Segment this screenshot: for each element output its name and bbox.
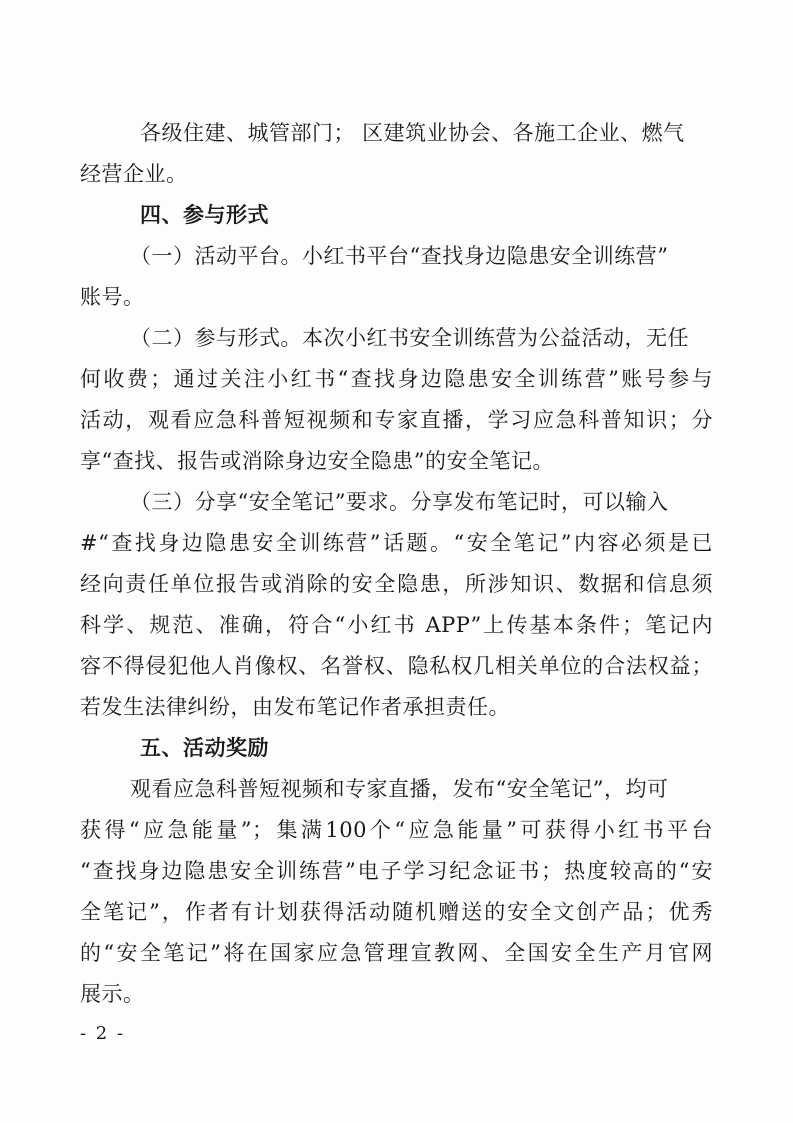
paragraph-line-19: “查找身边隐患安全训练营”电子学习纪念证书；热度较高的“安 <box>80 859 713 883</box>
paragraph-line-12: 经向责任单位报告或消除的安全隐患，所涉知识、数据和信息须 <box>80 572 713 596</box>
paragraph-line-6: （二）参与形式。本次小红书安全训练营为公益活动，无任 <box>130 326 689 350</box>
paragraph-line-8: 活动，观看应急科普短视频和专家直播，学习应急科普知识；分 <box>80 408 713 432</box>
paragraph-line-4: （一）活动平台。小红书平台“查找身边隐患安全训练营” <box>130 244 669 268</box>
paragraph-line-17: 观看应急科普短视频和专家直播，发布“安全笔记”，均可 <box>130 777 669 801</box>
paragraph-line-21: 的“安全笔记”将在国家应急管理宣教网、全国安全生产月官网 <box>80 941 713 965</box>
page-number: - 2 - <box>80 1023 126 1044</box>
paragraph-line-20: 全笔记”，作者有计划获得活动随机赠送的安全文创产品；优秀 <box>80 900 713 924</box>
paragraph-line-22: 展示。 <box>80 982 145 1006</box>
section-heading-rewards: 五、活动奖励 <box>140 736 269 760</box>
paragraph-line-9: 享“查找、报告或消除身边安全隐患”的安全笔记。 <box>80 449 554 473</box>
paragraph-line-13: 科学、规范、准确，符合“小红书 APP”上传基本条件；笔记内 <box>80 613 713 637</box>
paragraph-line-14: 容不得侵犯他人肖像权、名誉权、隐私权几相关单位的合法权益； <box>80 654 713 678</box>
paragraph-line-1: 各级住建、城管部门； 区建筑业协会、各施工企业、燃气 <box>140 121 685 145</box>
paragraph-line-10: （三）分享“安全笔记”要求。分享发布笔记时，可以输入 <box>130 490 669 514</box>
paragraph-line-15: 若发生法律纠纷，由发布笔记作者承担责任。 <box>80 695 510 719</box>
paragraph-line-7: 何收费；通过关注小红书“查找身边隐患安全训练营”账号参与 <box>80 367 713 391</box>
section-heading-participation: 四、参与形式 <box>140 203 269 227</box>
paragraph-line-5: 账号。 <box>80 285 145 309</box>
paragraph-line-11: #“查找身边隐患安全训练营”话题。“安全笔记”内容必须是已 <box>80 531 713 555</box>
paragraph-line-18: 获得“应急能量”；集满100个“应急能量”可获得小红书平台 <box>80 818 713 842</box>
paragraph-line-2: 经营企业。 <box>80 162 188 186</box>
